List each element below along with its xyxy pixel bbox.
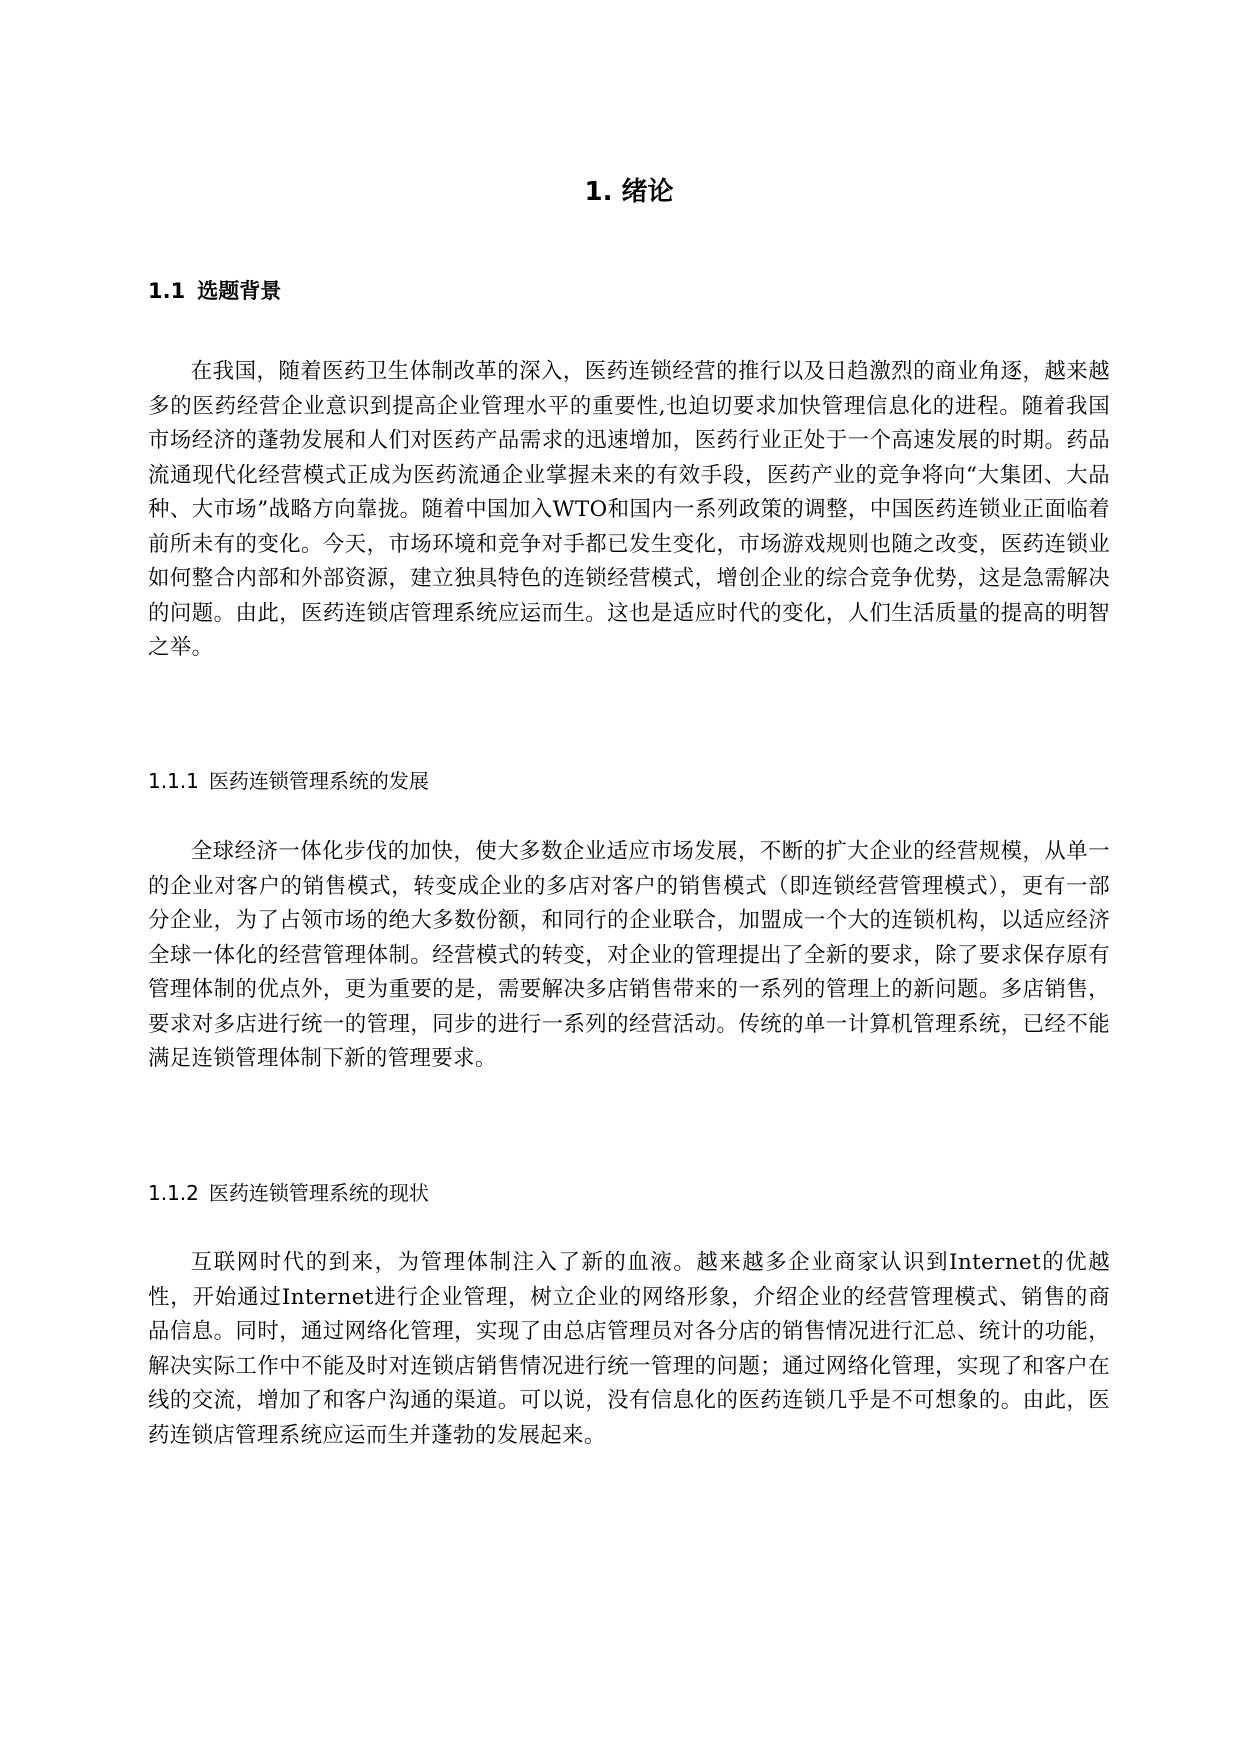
section-heading-1-1 [148,276,281,306]
section-heading-1-1-2 [148,1178,429,1208]
section-title: 医药连锁管理系统的发展 [208,769,429,793]
paragraph-background: 在我国，随着医药卫生体制改革的深入，医药连锁经营的推行以及日趋激烈的商业角逐，越来越多的医药经营企业意识到提高企业管理水平的重要性,也迫切要求加快管理信息化的进程。随着我国市场经济的蓬勃发展和人们对医药产品需求的迅速增加，医药行业正处于一个高速发展的时期。药品流通现代化经营模式正成为医药流通企业掌握未来的有效手段，医药产业的竞争将向“大集团、大品种、大市场”战略方向靠拢。随着中国加入WTO和国内一系列政策的调整，中国医药连锁业正面临着前所未有的变化。今天，市场环境和竞争对手都已发生变化，市场游戏规则也随之改变，医药连锁业如何整合内部和外部资源，建立独具特色的连锁经营模式，增创企业的综合竞争优势，这是急需解决的问题。由此，医药连锁店管理系统应运而生。这也是适应时代的变化，人们生活质量的提高的明智之举。 [148,359,1110,660]
section-number: 1.1.1 [148,769,199,793]
section-number: 1.1.2 [148,1181,199,1205]
section-number: 1.1 [148,279,186,303]
chapter-title: 1. 绪论 [584,177,674,207]
section-title: 医药连锁管理系统的现状 [208,1181,429,1205]
paragraph-current-status: 互联网时代的到来，为管理体制注入了新的血液。越来越多企业商家认识到Internet的优越性，开始通过Internet进行企业管理，树立企业的网络形象，介绍企业的经营管理模式、销售的商品信息。同时，通过网络化管理，实现了由总店管理员对各分店的销售情况进行汇总、统计的功能，解决实际工作中不能及时对连锁店销售情况进行统一管理的问题；通过网络化管理，实现了和客户在线的交流，增加了和客户沟通的渠道。可以说，没有信息化的医药连锁几乎是不可想象的。由此，医药连锁店管理系统应运而生并蓬勃的发展起来。 [148,1250,1110,1448]
section-heading-1-1-1 [148,766,429,796]
paragraph-development: 全球经济一体化步伐的加快，使大多数企业适应市场发展，不断的扩大企业的经营规模，从单一的企业对客户的销售模式，转变成企业的多店对客户的销售模式（即连锁经营管理模式），更有一部分企业，为了占领市场的绝大多数份额，和同行的企业联合，加盟成一个大的连锁机构，以适应经济全球一体化的经营管理体制。经营模式的转变，对企业的管理提出了全新的要求，除了要求保存原有管理体制的优点外，更为重要的是，需要解决多店销售带来的一系列的管理上的新问题。多店销售，要求对多店进行统一的管理，同步的进行一系列的经营活动。传统的单一计算机管理系统，已经不能满足连锁管理体制下新的管理要求。 [148,839,1110,1071]
section-title: 选题背景 [197,279,282,303]
